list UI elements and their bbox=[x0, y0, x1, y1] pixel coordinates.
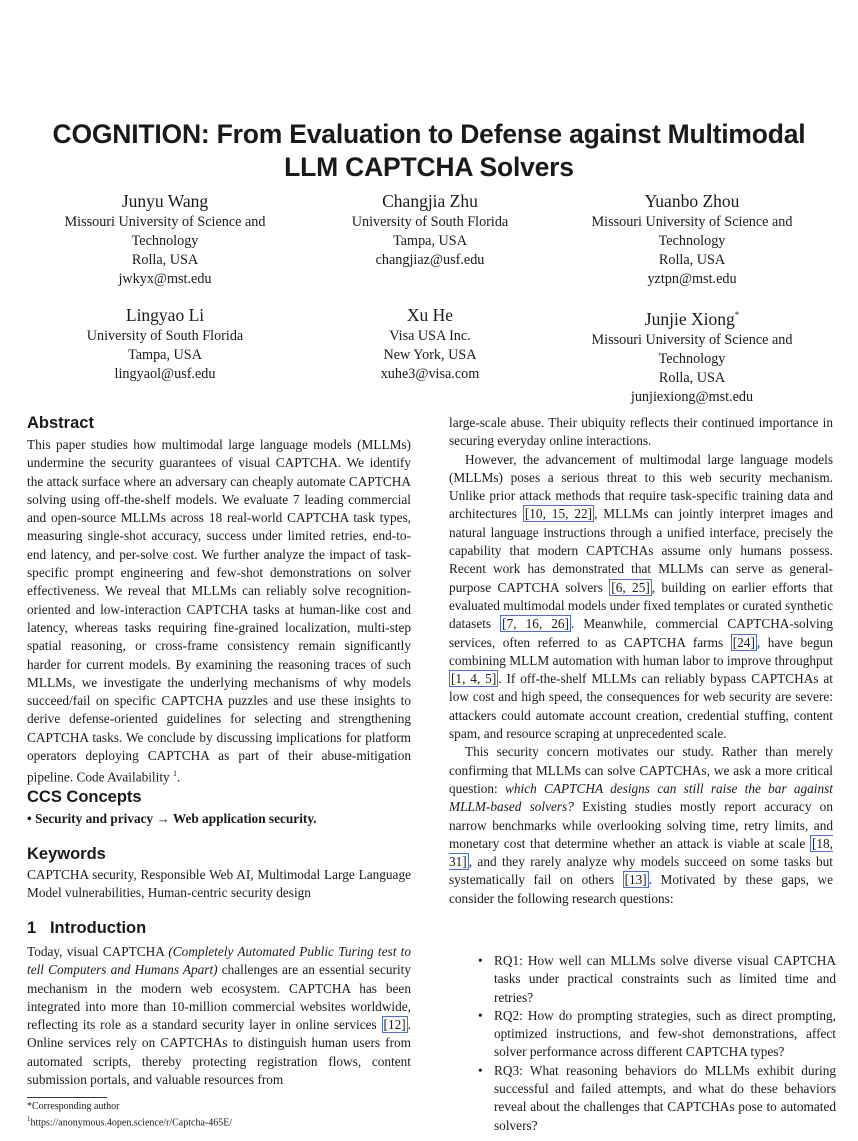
bullet-icon: • bbox=[478, 1007, 483, 1023]
ccs-heading: CCS Concepts bbox=[27, 788, 142, 806]
author-email[interactable]: xuhe3@visa.com bbox=[380, 366, 480, 382]
author-location: Tampa, USA bbox=[128, 347, 202, 363]
bullet-icon: • bbox=[478, 953, 483, 968]
author-affiliation: Technology bbox=[131, 233, 199, 249]
author-affiliation: University of South Florida bbox=[86, 328, 244, 344]
keywords-heading: Keywords bbox=[27, 845, 106, 863]
citation-link[interactable]: [12] bbox=[383, 1017, 406, 1033]
footnotes bbox=[27, 1100, 411, 1129]
author-affiliation: University of South Florida bbox=[351, 214, 509, 230]
citation-link[interactable]: [10, 15, 22] bbox=[524, 506, 593, 522]
author-affiliation: Missouri University of Science and bbox=[591, 331, 793, 348]
citation-link[interactable]: [18, 31] bbox=[449, 835, 833, 870]
author-location: Rolla, USA bbox=[658, 252, 726, 268]
keywords-body bbox=[27, 866, 411, 903]
author-block bbox=[20, 190, 310, 289]
paragraph: However, the advancement of multimodal large language models (MLLMs) poses a serious threat to this web security mechanism. Unlike prior attack methods that require task-specific training data and architectures [10, 15, 22] , MLLMs can jointly interpret images and natural language instructions through a unified interface, precisely the capability that modern CAPTCHAs assume only humans possess. Recent work has demonstrated that MLLMs can serve as general-purpose CAPTCHA solvers [6, 25] , building on earlier efforts that evaluated multimodal models under fixed templates or curated synthetic datasets [7, 16, 26] . Meanwhile, commercial CAPTCHA-solving services, often referred to as CAPTCHA farms [24] , have begun combining MLLM automation with human labor to improve throughput [1, 4, 5] . If off-the-shelf MLLMs can reliably bypass CAPTCHAs at low cost and high speed, the consequences for web security are severe: attackers could automate account creation, credential stuffing, content spam, and resource scraping at unprecedented scale. bbox=[449, 451, 834, 742]
intro-paragraph: Today, visual CAPTCHA (Completely Automated Public Turing test to tell Computers and Humans Apart) challenges are an essential security mechanism in the modern web ecosystem. CAPTCHA has been integrated into more than 10-million commercial websites worldwide, reflecting its role as a standard security layer in online services [12] . Online services rely on CAPTCHAs to distinguish human users from automated scripts, thereby protecting registration flows, content submission portals, and valuable resources from bbox=[27, 944, 412, 1088]
title-line-2: LLM CAPTCHA Solvers bbox=[284, 152, 574, 182]
citation-link[interactable]: [1, 4, 5] bbox=[451, 671, 497, 687]
abstract-text: This paper studies how multimodal large language models (MLLMs) undermine the security guarantees of visual CAPTCHA. We identify the attack surface where an adversary can cheaply automate CAPTCHA solving using off-the-shelf models. We evaluate 7 leading commercial and open-source MLLMs across 18 real-world CAPTCHA task types, measuring single-shot accuracy, success under limited retries, end-to-end latency, and per-solve cost. We further analyze the impact of task-specific prompt engineering and few-shot demonstrations on solver effectiveness. We reveal that MLLMs can reliably solve recognition-oriented and low-interaction CAPTCHA tasks at human-like cost and latency, whereas tasks requiring fine-grained localization, multi-step spatial reasoning, or cross-frame consistency remain significantly harder for current models. By examining the reasoning traces of such MLLMs, we investigate the underlying mechanisms of why models succeed/fail on specific CAPTCHA puzzles and use these insights to derive defense-oriented guidelines for selecting and strengthening CAPTCHA tasks. We conclude by discussing implications for platform operators deploying CAPTCHA as part of their abuse-mitigation pipeline. Code Availability $^1$. bbox=[27, 437, 411, 785]
title-line-1: COGNITION: From Evaluation to Defense against Multimodal bbox=[52, 119, 806, 149]
citation-link[interactable]: [24] bbox=[732, 634, 755, 650]
ccs-text: • Security and privacy → Web application security. bbox=[27, 811, 317, 826]
author-email[interactable]: changjiaz@usf.edu bbox=[375, 252, 485, 268]
list-item: • RQ3: What reasoning behaviors do MLLMs exhibit during successful and failed attempts, and what do these behaviors reveal about the challenges that CAPTCHAs pose to automated solvers? bbox=[478, 1062, 836, 1133]
author-location: Rolla, USA bbox=[658, 369, 726, 386]
intro-body bbox=[27, 943, 411, 1089]
right-column-body bbox=[449, 414, 833, 908]
citation-link[interactable]: [13] bbox=[624, 872, 647, 888]
author-name: Xu He bbox=[406, 305, 454, 325]
intro-heading bbox=[27, 917, 146, 939]
author-name: Junjie Xiong* bbox=[644, 308, 740, 329]
section-title: Introduction bbox=[49, 919, 147, 937]
author-block bbox=[547, 304, 837, 407]
author-block bbox=[285, 190, 575, 270]
list-item: • RQ1: How well can MLLMs solve diverse visual CAPTCHA tasks under practical constraints such as limited time and retries? bbox=[478, 953, 836, 1005]
citation-link[interactable]: [6, 25] bbox=[611, 579, 650, 595]
corresponding-mark: * bbox=[734, 310, 740, 320]
author-affiliation: Visa USA Inc. bbox=[389, 328, 471, 344]
author-email[interactable]: yztpn@mst.edu bbox=[647, 271, 737, 287]
footnote-link[interactable]: $^1$https://anonymous.4open.science/r/Captcha-465E/ bbox=[27, 1115, 233, 1129]
author-location: New York, USA bbox=[383, 347, 477, 363]
author-name: Yuanbo Zhou bbox=[644, 191, 740, 211]
section-number: 1 bbox=[27, 919, 37, 937]
keywords-text: CAPTCHA security, Responsible Web AI, Multimodal Large Language Model vulnerabilities, Human-centric security design bbox=[27, 867, 411, 901]
author-email[interactable]: junjiexiong@mst.edu bbox=[630, 388, 754, 405]
author-name: Junyu Wang bbox=[121, 191, 209, 211]
author-email[interactable]: jwkyx@mst.edu bbox=[118, 271, 212, 287]
author-name: Lingyao Li bbox=[125, 305, 205, 325]
footnote-rule bbox=[27, 1097, 107, 1098]
author-block bbox=[285, 304, 575, 384]
author-affiliation: Technology bbox=[658, 233, 726, 249]
paragraph: This security concern motivates our study. Rather than merely confirming that MLLMs can solve CAPTCHAs, we ask a more critical question: which CAPTCHA designs can still raise the bar against MLLM-based solvers? Existing studies mostly report accuracy on narrow benchmarks while overlooking solving time, retry limits, and monetary cost that determine whether an attack is viable at scale [18, 31] , and they rarely analyze why models succeed on some tasks but systematically fail on others [13] . Motivated by these gaps, we consider the following research questions: bbox=[449, 744, 834, 906]
footnote-corresponding: *Corresponding author bbox=[27, 1101, 120, 1112]
author-location: Tampa, USA bbox=[393, 233, 467, 249]
research-questions-list bbox=[476, 952, 836, 1135]
abstract-heading: Abstract bbox=[27, 414, 94, 432]
author-email[interactable]: lingyaol@usf.edu bbox=[114, 366, 216, 382]
citation-link[interactable]: [7, 16, 26] bbox=[502, 616, 569, 632]
paragraph: large-scale abuse. Their ubiquity reflects their continued importance in securing everyday online interactions. bbox=[449, 415, 833, 449]
abstract-body bbox=[27, 436, 411, 787]
author-affiliation: Technology bbox=[658, 350, 726, 367]
author-block bbox=[20, 304, 310, 384]
author-affiliation: Missouri University of Science and bbox=[591, 214, 793, 230]
author-name: Changjia Zhu bbox=[382, 191, 478, 211]
author-block bbox=[547, 190, 837, 289]
footnote-mark[interactable]: 1 bbox=[173, 769, 177, 779]
bullet-icon: • bbox=[478, 1062, 483, 1078]
paper-title bbox=[0, 118, 858, 184]
author-affiliation: Missouri University of Science and bbox=[64, 214, 266, 230]
author-location: Rolla, USA bbox=[131, 252, 199, 268]
list-item: • RQ2: How do prompting strategies, such as direct prompting, optimized instructions, and few-shot demonstrations, affect solver performance across different CAPTCHA types? bbox=[478, 1007, 836, 1060]
